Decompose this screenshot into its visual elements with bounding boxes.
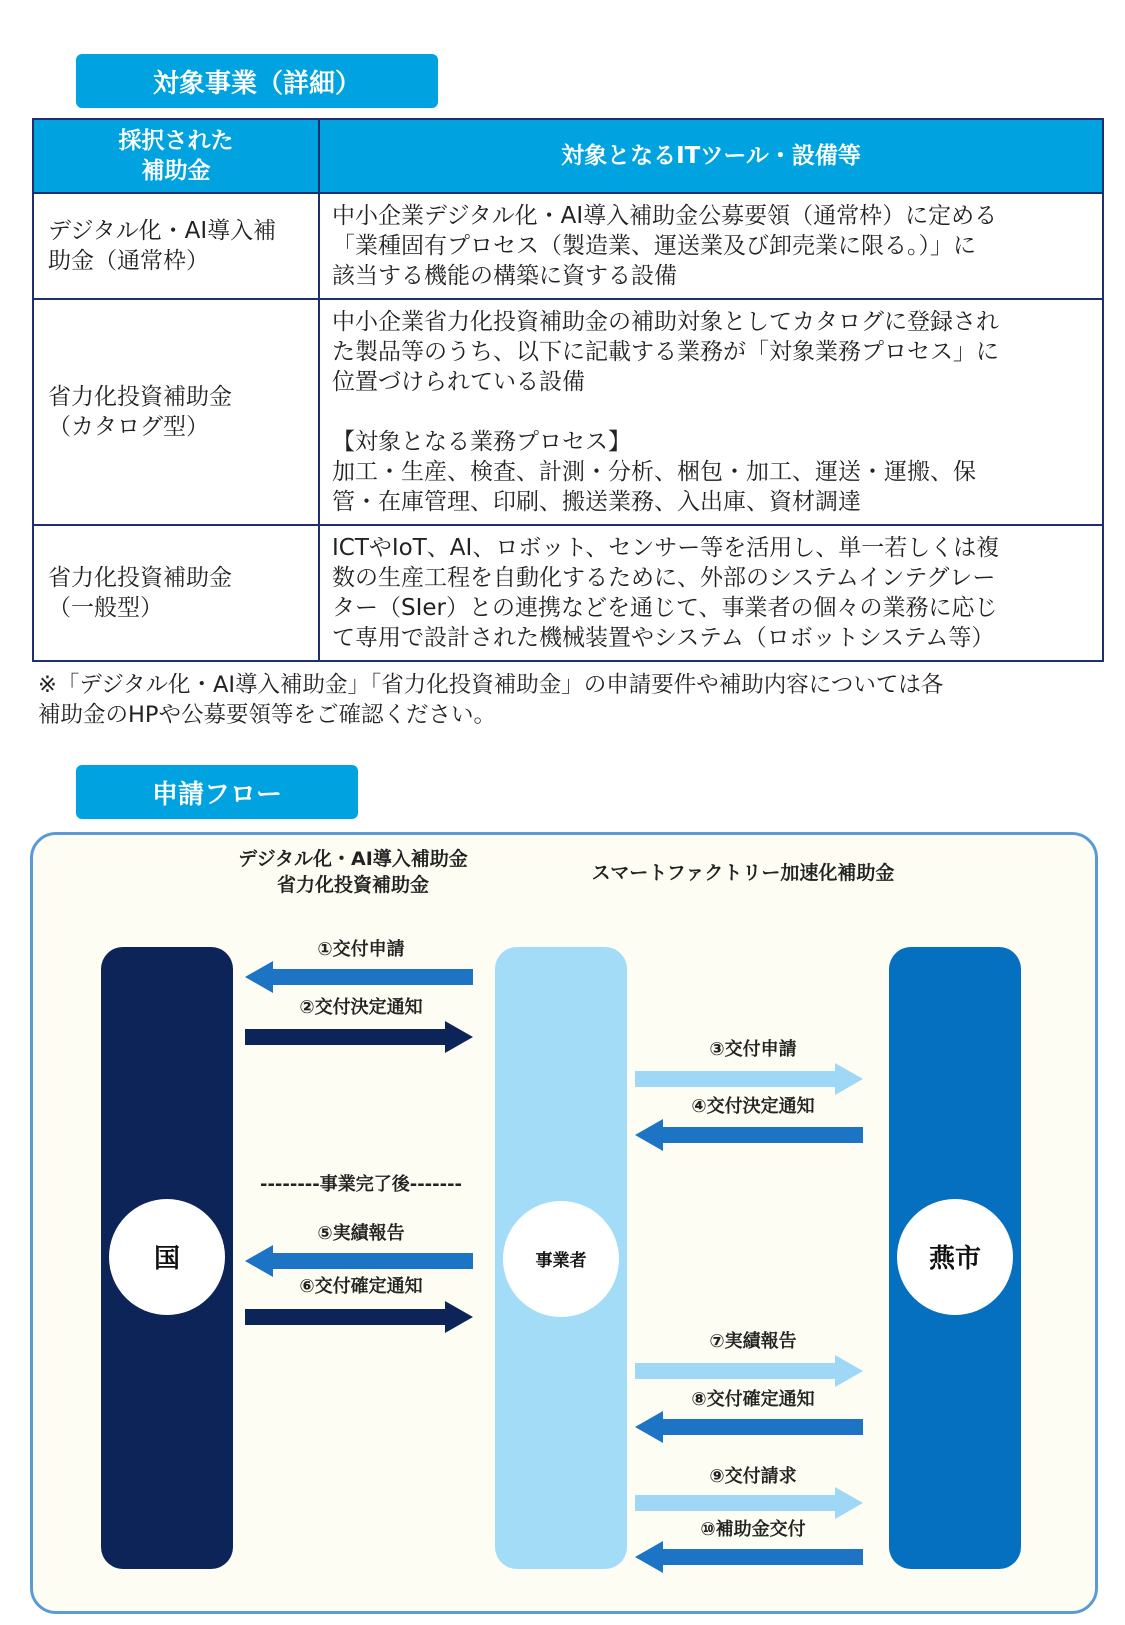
step-1-label: ①交付申請 [317,939,405,960]
step-6-arrow [245,1301,473,1333]
table-row [33,299,1103,525]
country-label: 国 [153,1244,181,1274]
step-10-label: ⑩補助金交付 [700,1519,806,1540]
footnote: ※「デジタル化・AI導入補助金」「省力化投資補助金」の申請要件や補助内容については各 補助金のHPや公募要領等をご確認ください。 [38,672,944,728]
grant-name: 省力化投資補助金 （一般型） [33,525,319,661]
step-9-arrow [635,1487,863,1519]
step-8-label: ⑧交付確定通知 [691,1389,815,1410]
left-heading-2: 省力化投資補助金 [276,874,430,896]
city-label: 燕市 [928,1244,982,1274]
table-row [33,193,1103,299]
step-4-label: ④交付決定通知 [691,1096,815,1117]
step-5-label: ⑤実績報告 [317,1223,405,1244]
step-7-label: ⑦実績報告 [709,1331,797,1352]
application-flow-diagram [30,832,1098,1614]
step-1-arrow [245,961,473,993]
business-label: 事業者 [535,1251,587,1271]
step-4-arrow [635,1119,863,1151]
step-10-arrow [635,1541,863,1573]
right-heading: スマートファクトリー加速化補助金 [591,862,895,884]
step-2-label: ②交付決定通知 [299,997,423,1018]
after-completion-label: --------事業完了後------- [259,1174,463,1195]
target-description: 中小企業省力化投資補助金の補助対象としてカタログに登録され た製品等のうち、以下に記載する業務が「対象業務プロセス」に 位置づけられている設備 【対象となる業務プロセス】 加工・生産、検査、計測・分析、梱包・加工、運送・運搬、保 管・在庫管理、印刷、搬送業務、入出庫、資材調達 [319,299,1103,525]
target-description: ICTやIoT、AI、ロボット、センサー等を活用し、単一若しくは複 数の生産工程を自動化するために、外部のシステムインテグレー ター（SIer）との連携などを通じて、事業者の個々の業務に応じ て専用で設計された機械装置やシステム（ロボットシステム等） [319,525,1103,661]
step-6-label: ⑥交付確定通知 [299,1276,423,1297]
step-9-label: ⑨交付請求 [709,1466,797,1487]
grant-name: 省力化投資補助金 （カタログ型） [33,299,319,525]
step-2-arrow [245,1021,473,1053]
step-7-arrow [635,1355,863,1387]
grant-name: デジタル化・AI導入補 助金（通常枠） [33,193,319,299]
section-title-flow: 申請フロー [76,765,358,819]
table-row [33,525,1103,661]
header-grant: 採択された 補助金 [33,119,319,193]
target-description: 中小企業デジタル化・AI導入補助金公募要領（通常枠）に定める 「業種固有プロセス（製造業、運送業及び卸売業に限る。）」に 該当する機能の構築に資する設備 [319,193,1103,299]
table-header-row [33,119,1103,193]
flow-svg [33,835,1101,1617]
step-8-arrow [635,1411,863,1443]
target-business-table [32,118,1104,662]
header-target: 対象となるITツール・設備等 [319,119,1103,193]
left-heading-1: デジタル化・AI導入補助金 [238,848,468,870]
section-title-detail: 対象事業（詳細） [76,54,438,108]
step-3-label: ③交付申請 [709,1039,797,1060]
step-3-arrow [635,1063,863,1095]
step-5-arrow [245,1245,473,1277]
